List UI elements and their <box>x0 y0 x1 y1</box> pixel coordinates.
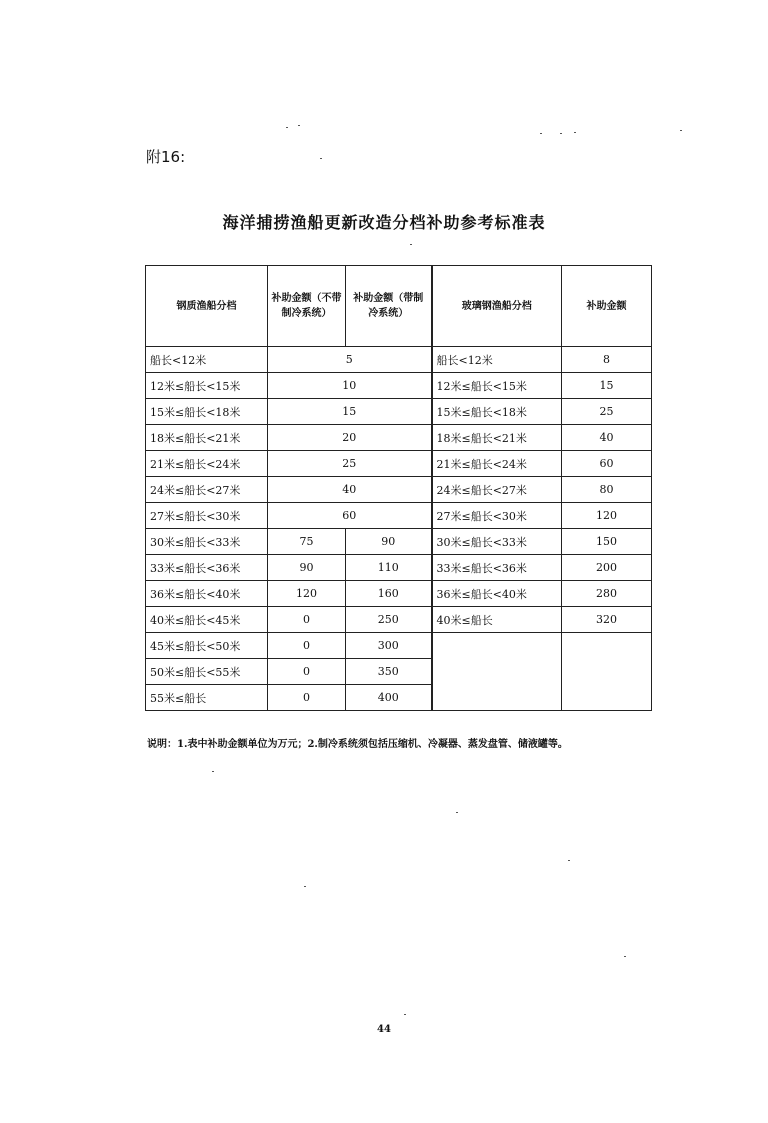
table-row <box>146 633 652 659</box>
scan-speck <box>624 956 626 957</box>
cell-subsidy-merged: 15 <box>268 399 432 425</box>
cell-frp-range: 21米≤船长<24米 <box>432 451 562 477</box>
cell-steel-range: 24米≤船长<27米 <box>146 477 268 503</box>
cell-steel-range: 27米≤船长<30米 <box>146 503 268 529</box>
cell-steel-range: 12米≤船长<15米 <box>146 373 268 399</box>
cell-frp-amount: 15 <box>562 373 652 399</box>
cell-steel-range: 55米≤船长 <box>146 685 268 711</box>
cell-frp-amount: 40 <box>562 425 652 451</box>
scan-speck <box>560 133 562 134</box>
cell-frp-amount: 200 <box>562 555 652 581</box>
header-frp: 玻璃钢渔船分档 <box>432 266 562 347</box>
table-row <box>146 607 652 633</box>
cell-frp-amount: 280 <box>562 581 652 607</box>
table-row <box>146 477 652 503</box>
cell-frp-range: 15米≤船长<18米 <box>432 399 562 425</box>
cell-frp-range: 18米≤船长<21米 <box>432 425 562 451</box>
cell-subsidy-merged: 5 <box>268 347 432 373</box>
cell-steel-range: 30米≤船长<33米 <box>146 529 268 555</box>
cell-steel-range: 50米≤船长<55米 <box>146 659 268 685</box>
cell-subsidy-with-refrigeration: 250 <box>346 607 432 633</box>
table-row <box>146 581 652 607</box>
header-frp-amount: 补助金额 <box>562 266 652 347</box>
cell-subsidy-merged: 60 <box>268 503 432 529</box>
cell-frp-range: 30米≤船长<33米 <box>432 529 562 555</box>
document-title: 海洋捕捞渔船更新改造分档补助参考标准表 <box>222 213 546 232</box>
cell-subsidy-with-refrigeration: 90 <box>346 529 432 555</box>
header-no-refrigeration: 补助金额（不带制冷系统） <box>268 266 346 347</box>
scan-speck <box>574 132 576 133</box>
cell-frp-range: 船长<12米 <box>432 347 562 373</box>
cell-frp-range: 24米≤船长<27米 <box>432 477 562 503</box>
scan-speck <box>320 158 322 159</box>
scan-speck <box>680 130 682 131</box>
cell-subsidy-no-refrigeration: 0 <box>268 659 346 685</box>
cell-subsidy-with-refrigeration: 110 <box>346 555 432 581</box>
cell-empty <box>562 685 652 711</box>
scan-speck <box>568 860 570 861</box>
cell-subsidy-no-refrigeration: 90 <box>268 555 346 581</box>
cell-frp-amount: 120 <box>562 503 652 529</box>
table-row <box>146 399 652 425</box>
cell-subsidy-no-refrigeration: 0 <box>268 607 346 633</box>
page-number: 44 <box>377 1024 391 1035</box>
cell-steel-range: 21米≤船长<24米 <box>146 451 268 477</box>
cell-subsidy-with-refrigeration: 400 <box>346 685 432 711</box>
cell-frp-amount: 80 <box>562 477 652 503</box>
cell-steel-range: 40米≤船长<45米 <box>146 607 268 633</box>
header-with-refrigeration: 补助金额（带制冷系统） <box>346 266 432 347</box>
table-row <box>146 347 652 373</box>
cell-steel-range: 15米≤船长<18米 <box>146 399 268 425</box>
table-row <box>146 659 652 685</box>
scan-speck <box>304 886 306 887</box>
cell-frp-range: 27米≤船长<30米 <box>432 503 562 529</box>
cell-steel-range: 33米≤船长<36米 <box>146 555 268 581</box>
cell-subsidy-with-refrigeration: 160 <box>346 581 432 607</box>
scan-speck <box>286 127 288 128</box>
table-row <box>146 503 652 529</box>
cell-subsidy-no-refrigeration: 120 <box>268 581 346 607</box>
scan-speck <box>212 771 214 772</box>
table-row <box>146 373 652 399</box>
cell-empty <box>432 659 562 685</box>
scan-speck <box>540 133 542 134</box>
footnote: 说明：1.表中补助金额单位为万元；2.制冷系统须包括压缩机、冷凝器、蒸发盘管、储液罐等。 <box>147 739 568 750</box>
table-row <box>146 451 652 477</box>
cell-subsidy-merged: 25 <box>268 451 432 477</box>
appendix-label: 附16: <box>146 148 186 166</box>
cell-empty <box>562 659 652 685</box>
cell-frp-amount: 150 <box>562 529 652 555</box>
table-header-row <box>146 266 652 347</box>
cell-subsidy-no-refrigeration: 0 <box>268 633 346 659</box>
cell-empty <box>562 633 652 659</box>
subsidy-table <box>145 265 652 711</box>
cell-subsidy-merged: 10 <box>268 373 432 399</box>
header-steel: 钢质渔船分档 <box>146 266 268 347</box>
cell-frp-range: 36米≤船长<40米 <box>432 581 562 607</box>
cell-subsidy-with-refrigeration: 300 <box>346 633 432 659</box>
cell-frp-range: 40米≤船长 <box>432 607 562 633</box>
cell-steel-range: 45米≤船长<50米 <box>146 633 268 659</box>
scan-speck <box>410 244 412 245</box>
cell-empty <box>432 685 562 711</box>
cell-frp-amount: 25 <box>562 399 652 425</box>
cell-subsidy-with-refrigeration: 350 <box>346 659 432 685</box>
cell-subsidy-no-refrigeration: 0 <box>268 685 346 711</box>
table-row <box>146 425 652 451</box>
cell-frp-range: 33米≤船长<36米 <box>432 555 562 581</box>
table-row <box>146 529 652 555</box>
cell-empty <box>432 633 562 659</box>
cell-frp-amount: 320 <box>562 607 652 633</box>
cell-steel-range: 船长<12米 <box>146 347 268 373</box>
cell-steel-range: 18米≤船长<21米 <box>146 425 268 451</box>
cell-subsidy-no-refrigeration: 75 <box>268 529 346 555</box>
cell-steel-range: 36米≤船长<40米 <box>146 581 268 607</box>
cell-subsidy-merged: 20 <box>268 425 432 451</box>
table-row <box>146 685 652 711</box>
cell-frp-amount: 8 <box>562 347 652 373</box>
scan-speck <box>298 125 300 126</box>
cell-frp-range: 12米≤船长<15米 <box>432 373 562 399</box>
scan-speck <box>456 812 458 813</box>
cell-subsidy-merged: 40 <box>268 477 432 503</box>
table-row <box>146 555 652 581</box>
cell-frp-amount: 60 <box>562 451 652 477</box>
scan-speck <box>404 1014 406 1015</box>
